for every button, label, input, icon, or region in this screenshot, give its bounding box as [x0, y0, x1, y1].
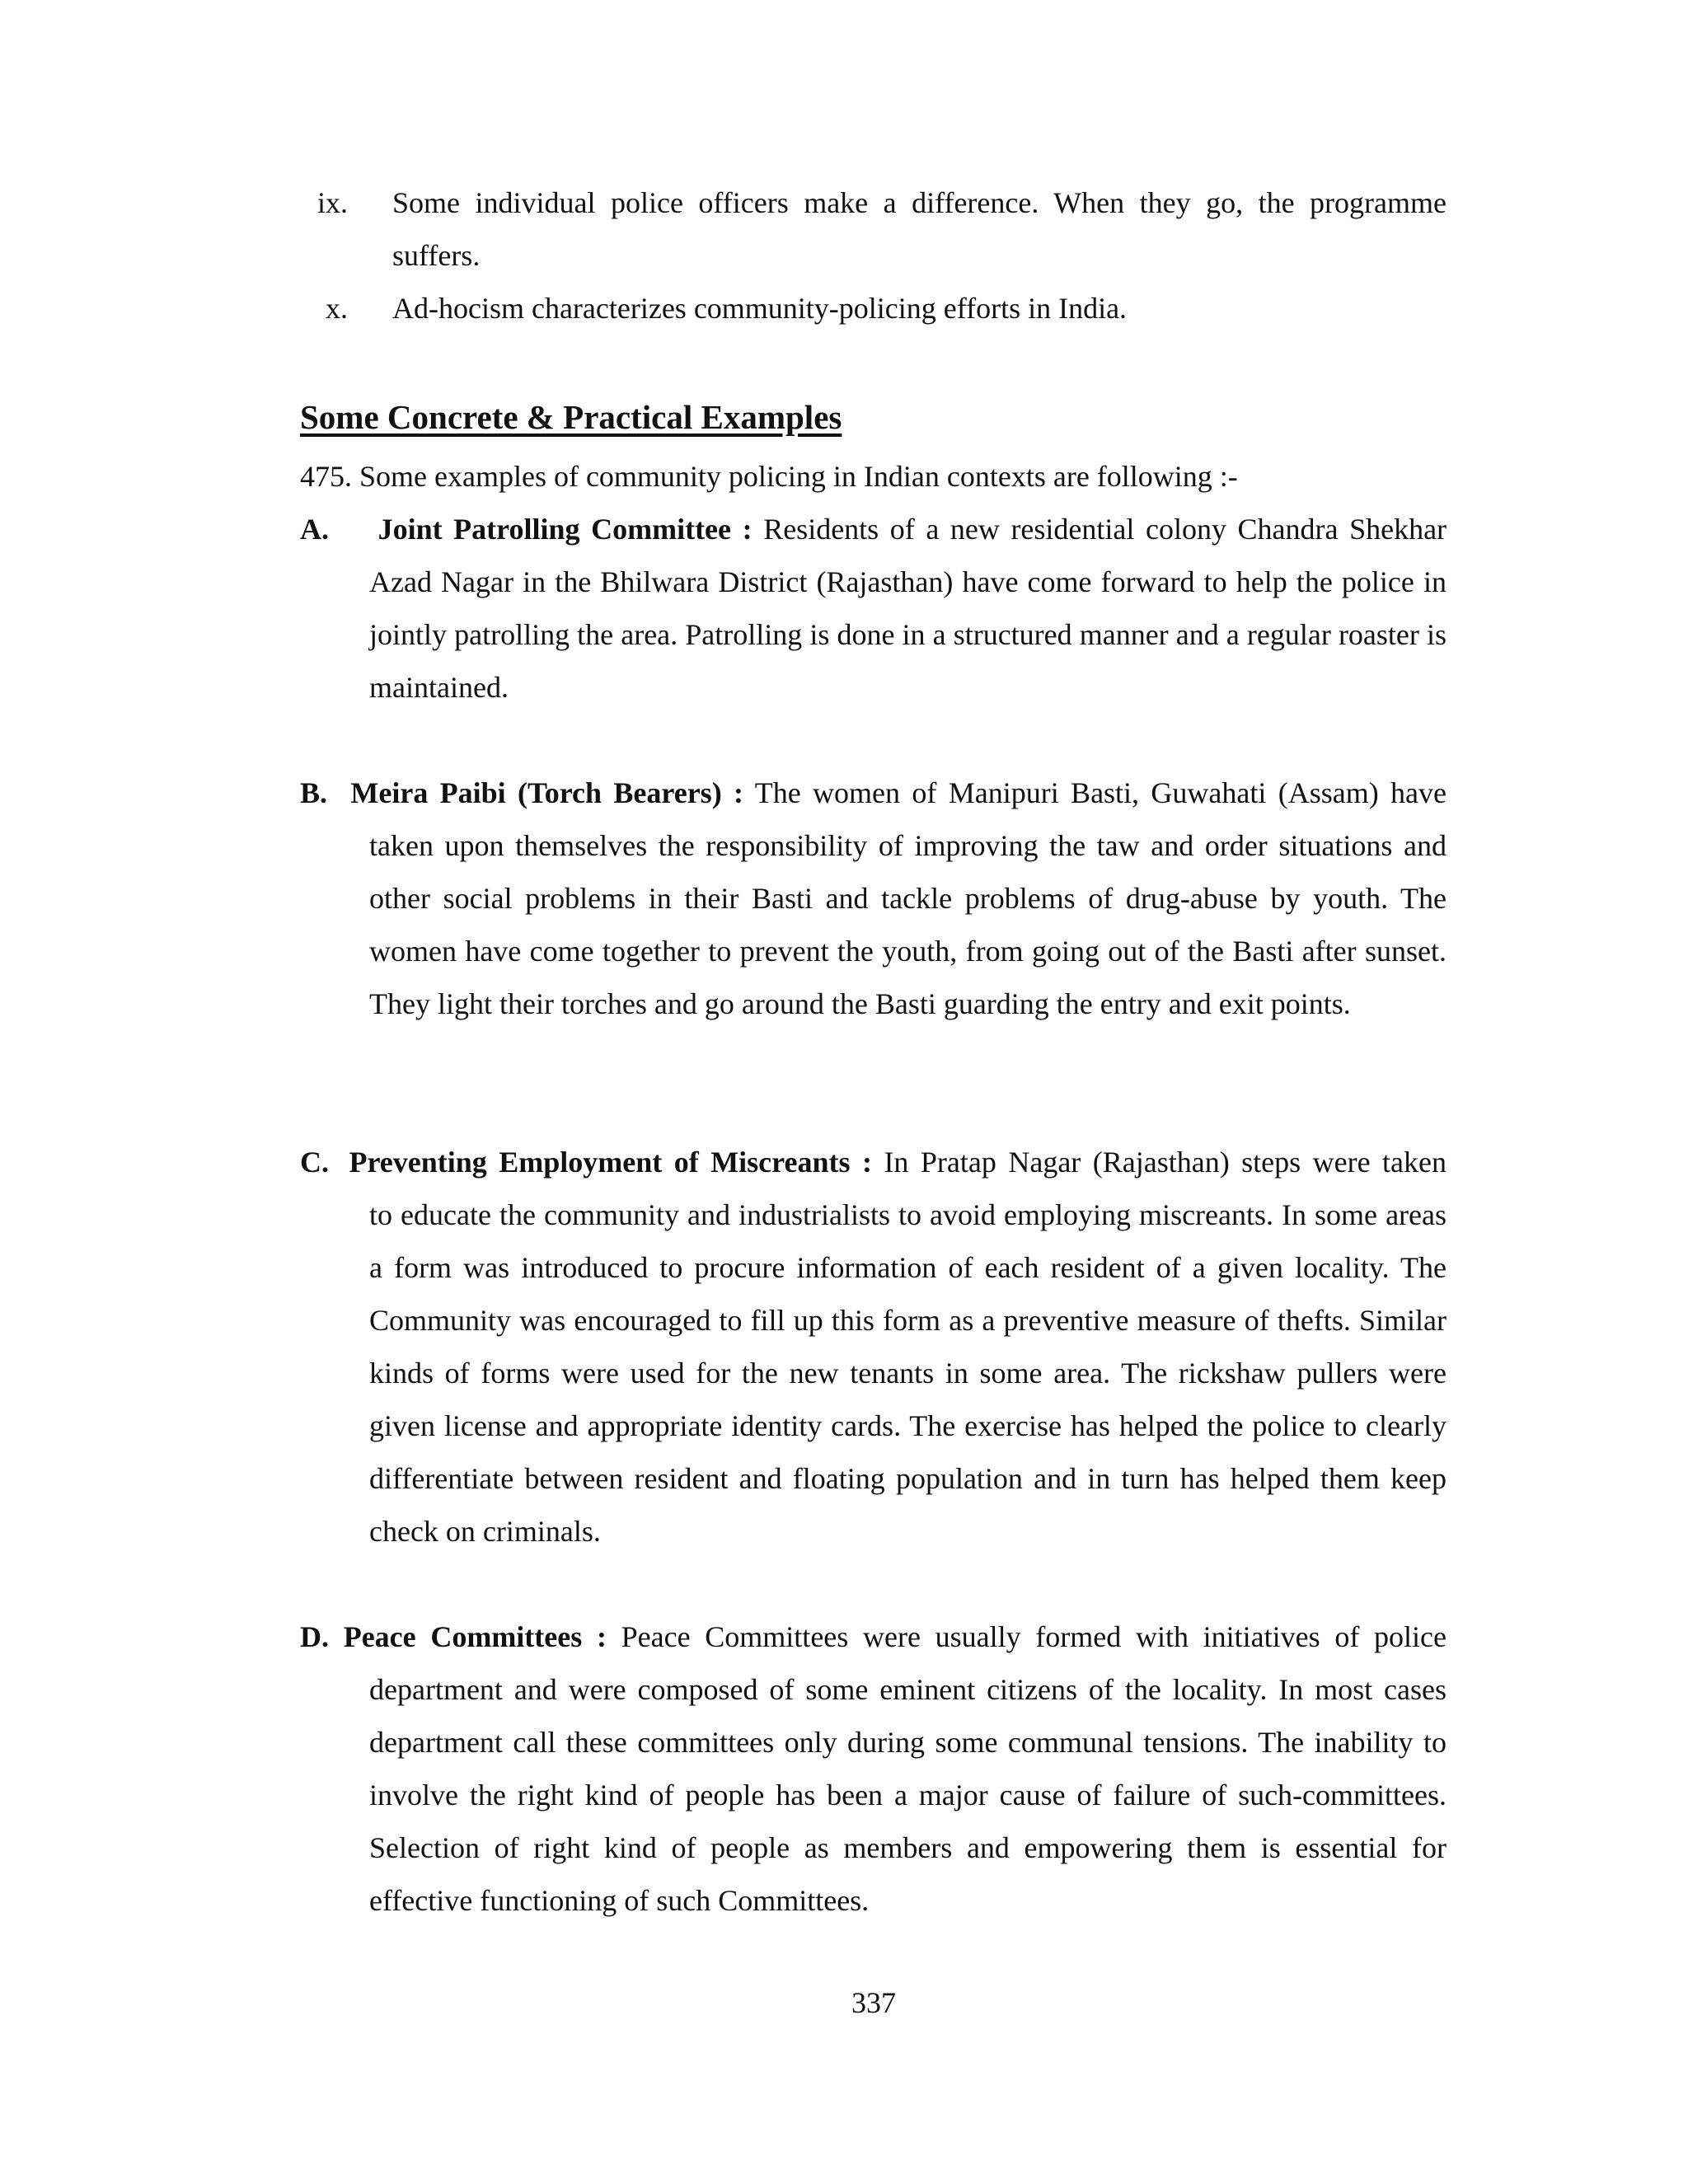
example-body: taken upon themselves the responsibility of improving the taw and order situations and other social problems in their Basti and tackle problems of drug-abuse by youth. The women have come together to prevent the youth, from going out of the Basti after sunset. They light their torches and go around the Basti guarding the entry and exit points. — [369, 829, 1447, 1020]
example-body: Azad Nagar in the Bhilwara District (Rajasthan) have come forward to help the police in jointly patrolling the area. Patrolling is done in a structured manner and a regular roaster is maintained. — [369, 565, 1447, 704]
example-c — [300, 1136, 1447, 1558]
example-body: to educate the community and industrialists to avoid employing miscreants. In some areas a form was introduced to procure information of each resident of a given locality. The Community was encouraged to fill up this form as a preventive measure of thefts. Similar kinds of forms were used for the new tenants in some area. The rickshaw pullers were given license and appropriate identity cards. The exercise has helped the police to clearly differentiate between resident and floating population and in turn has helped them keep check on criminals. — [369, 1198, 1447, 1548]
example-first-text: The women of Manipuri Basti, Guwahati (Assam) have — [754, 776, 1447, 809]
section-intro: 475. Some examples of community policing in Indian contexts are following :- — [300, 460, 1238, 493]
example-first-line — [300, 1610, 1447, 1663]
example-label: B. — [300, 776, 328, 809]
example-d — [300, 1610, 1447, 1927]
example-a — [300, 503, 1447, 714]
list-item-text: Ad-hocism characterizes community-policing efforts in India. — [392, 292, 1128, 325]
example-first-line — [300, 503, 1447, 555]
example-body: department and were composed of some eminent citizens of the locality. In most cases department call these committees only during some communal tensions. The inability to involve the right kind of people has been a major cause of failure of such-committees. Selection of right kind of people as members and empowering them is essential for effective functioning of such Committees. — [369, 1673, 1447, 1917]
list-item-number: x. — [326, 292, 348, 325]
list-item-number: ix. — [316, 186, 348, 219]
example-first-line — [300, 766, 1447, 819]
example-title: Meira Paibi (Torch Bearers) : — [350, 776, 744, 809]
example-first-text: Peace Committees were usually formed with initiatives of police — [621, 1620, 1447, 1653]
list-item-text: Some individual police officers make a difference. When they go, the programme suffers. — [392, 186, 1447, 272]
example-first-line — [300, 1136, 1447, 1188]
example-label: D. — [300, 1620, 329, 1653]
example-title: Preventing Employment of Miscreants : — [349, 1146, 872, 1179]
example-label: A. — [300, 513, 329, 546]
example-label: C. — [300, 1146, 329, 1179]
section-heading: Some Concrete & Practical Examples — [300, 398, 842, 436]
page-number: 337 — [851, 1986, 896, 2019]
example-title: Joint Patrolling Committee : — [377, 513, 753, 546]
example-title: Peace Committees : — [343, 1620, 607, 1653]
example-b — [300, 766, 1447, 1030]
example-first-text: In Pratap Nagar (Rajasthan) steps were taken — [884, 1146, 1447, 1179]
example-first-text: Residents of a new residential colony Chandra Shekhar — [763, 513, 1447, 546]
